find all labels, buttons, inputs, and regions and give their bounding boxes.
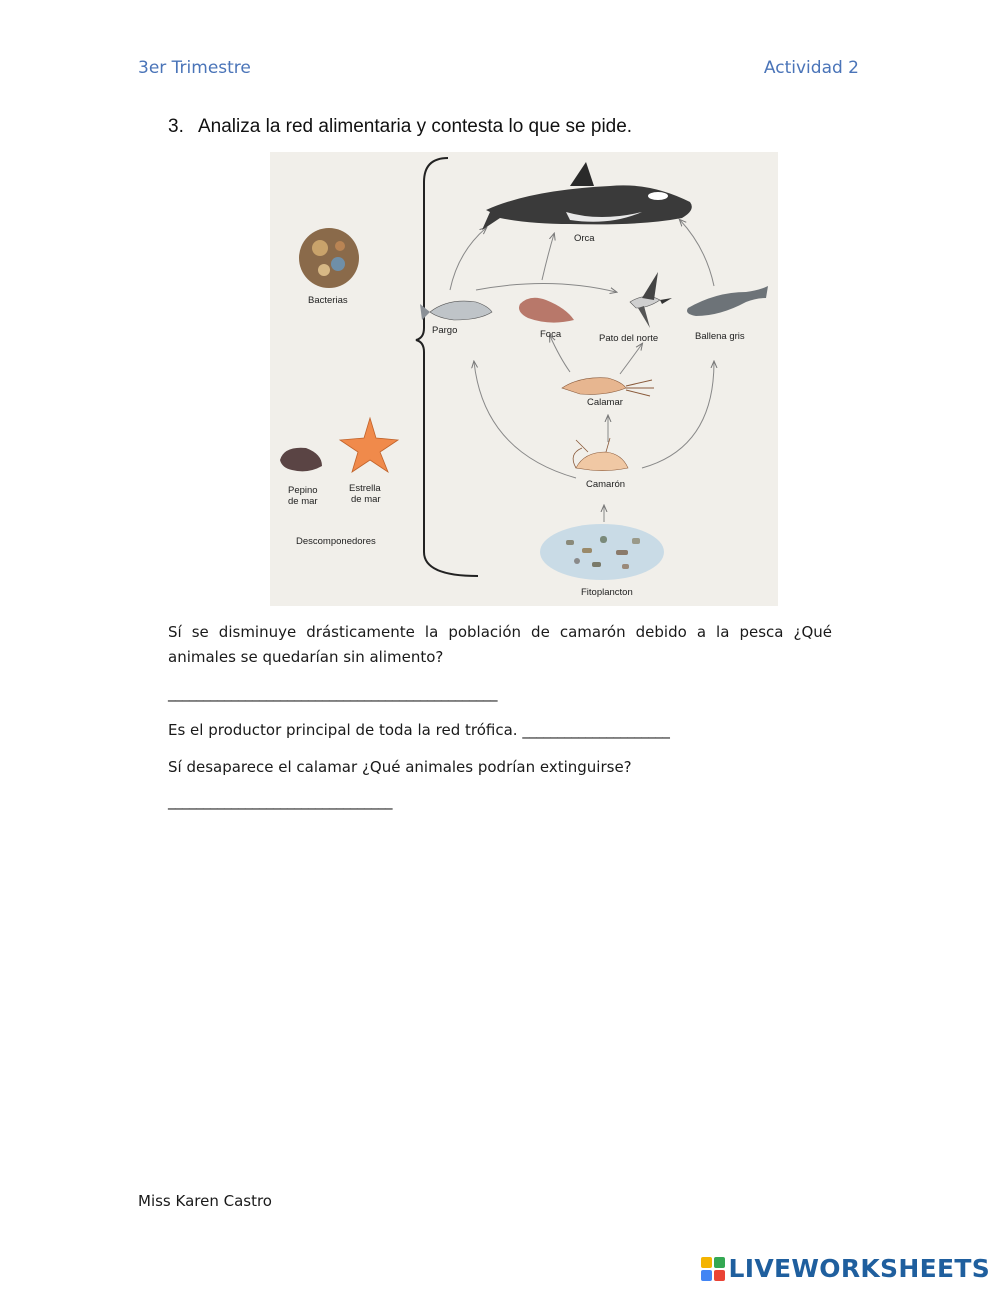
- foca-illustration: [519, 298, 574, 323]
- header-trimester: 3er Trimestre: [138, 58, 251, 78]
- consumers-bracket: [416, 158, 478, 576]
- arrow-camaron-pargo: [474, 362, 576, 478]
- orca-illustration: [482, 162, 692, 230]
- question-squid: Sí desaparece el calamar ¿Qué animales podrían extinguirse?: [168, 758, 632, 776]
- pepino-illustration: [280, 448, 322, 472]
- question-number: 3.: [168, 116, 184, 137]
- pargo-illustration: [420, 301, 492, 320]
- camaron-illustration: [573, 438, 628, 471]
- arrow-camaron-ballena: [642, 362, 714, 468]
- pato-illustration: [630, 272, 672, 328]
- arrow-pargo-orca: [450, 228, 486, 290]
- estrella-illustration: [340, 418, 398, 472]
- label-bacterias: Bacterias: [308, 295, 348, 306]
- arrow-foca-orca: [542, 234, 554, 280]
- logo-tile-4: [714, 1270, 725, 1281]
- header-activity: Actividad 2: [763, 58, 859, 78]
- liveworksheets-text: LIVEWORKSHEETS: [728, 1254, 990, 1283]
- label-camaron: Camarón: [586, 479, 626, 490]
- question-shrimp: Sí se disminuye drásticamente la población de camarón debido a la pesca ¿Qué animales se quedarían sin alimento?: [168, 623, 832, 666]
- liveworksheets-icon: [701, 1257, 725, 1281]
- label-pepino-1: Pepino: [288, 485, 318, 496]
- fitoplancton-illustration: [540, 524, 664, 580]
- ballena-illustration: [687, 286, 768, 316]
- label-pepino-2: de mar: [288, 496, 318, 507]
- bacterias-illustration: [299, 228, 359, 288]
- answer-blank-producer[interactable]: _____________________: [522, 721, 670, 739]
- label-calamar: Calamar: [587, 397, 623, 408]
- label-pato: Pato del norte: [599, 333, 659, 344]
- arrow-ballena-orca: [680, 220, 714, 286]
- logo-tile-2: [714, 1257, 725, 1268]
- food-web-diagram: [270, 152, 778, 606]
- question-producer-text: Es el productor principal de toda la red trófica.: [168, 721, 518, 739]
- label-pargo: Pargo: [432, 325, 458, 336]
- arrow-pargo-pato: [476, 283, 616, 292]
- label-fitoplancton: Fitoplancton: [581, 587, 633, 598]
- footer-author: Miss Karen Castro: [138, 1192, 272, 1210]
- answer-blank-squid[interactable]: ________________________________: [168, 792, 392, 810]
- question-heading: [168, 116, 632, 138]
- arrow-calamar-pato: [620, 344, 642, 374]
- arrow-calamar-foca: [550, 336, 570, 372]
- question-instruction: Analiza la red alimentaria y contesta lo que se pide.: [198, 116, 633, 137]
- label-orca: Orca: [574, 233, 595, 244]
- food-web-figure: [270, 152, 778, 606]
- question-producer: [168, 718, 669, 743]
- logo-tile-3: [701, 1270, 712, 1281]
- liveworksheets-logo: [701, 1254, 990, 1283]
- label-foca: Foca: [540, 329, 562, 340]
- logo-tile-1: [701, 1257, 712, 1268]
- label-ballena: Ballena gris: [695, 331, 745, 342]
- label-estrella-1: Estrella: [349, 483, 381, 494]
- calamar-illustration: [562, 378, 654, 396]
- answer-blank-shrimp[interactable]: _______________________________________________: [168, 684, 497, 702]
- label-descomponedores: Descomponedores: [296, 536, 376, 547]
- label-estrella-2: de mar: [351, 494, 381, 505]
